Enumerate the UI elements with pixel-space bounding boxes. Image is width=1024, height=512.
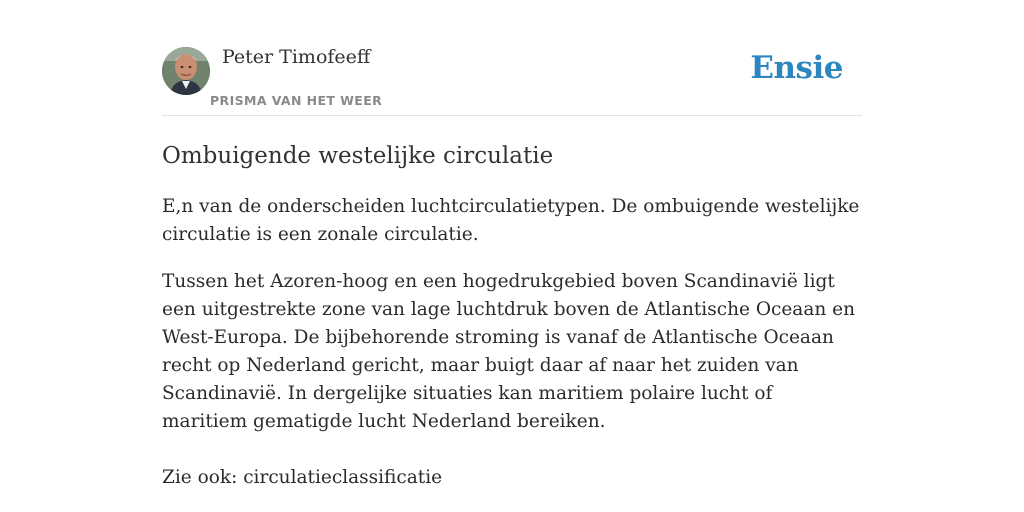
entry-header [162,40,862,116]
entry-title: Ombuigende westelijke circulatie [162,143,554,169]
author-photo-icon [162,47,210,95]
entry-card [162,40,862,492]
see-also-text: Zie ook: circulatieclassificatie [162,467,443,488]
entry-paragraph: E,n van de onderscheiden luchtcirculatietypen. De ombuigende westelijke circulatie is een zonale circulatie. [162,196,860,245]
entry-paragraph: Tussen het Azoren-hoog en een hogedrukgebied boven Scandinavië ligt een uitgestrekte zone van lage luchtdruk boven de Atlantische Oceaan en West-Europa. De bijbehorende stroming is vanaf de Atlantische Oceaan recht op Nederland gericht, maar buigt daar af naar het zuiden van Scandinavië. In dergelijke situaties kan maritiem polaire lucht of maritiem gematigde lucht Nederland bereiken. [162,271,856,432]
source-name[interactable]: PRISMA VAN HET WEER [210,93,383,108]
brand-logo[interactable]: Ensie [750,50,843,86]
author-avatar[interactable] [162,47,210,95]
author-name[interactable]: Peter Timofeeff [222,46,371,68]
